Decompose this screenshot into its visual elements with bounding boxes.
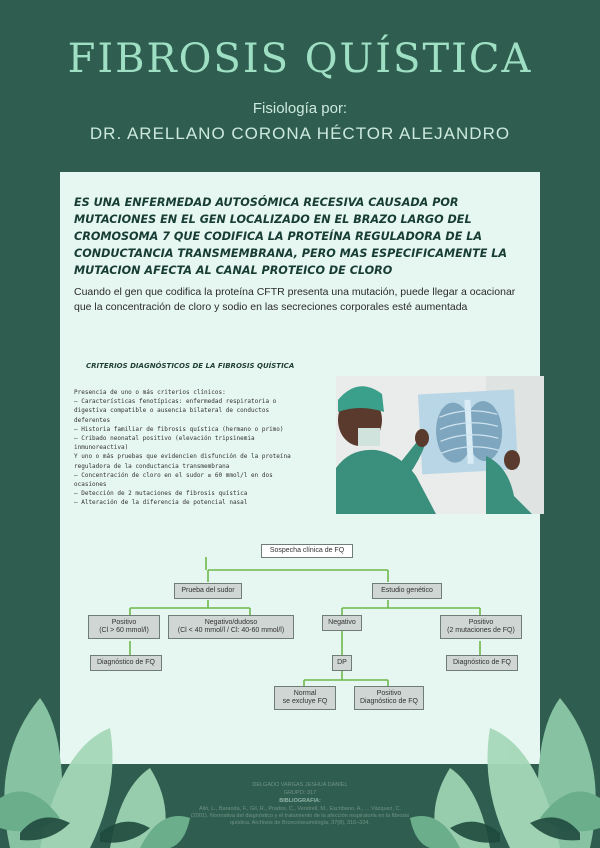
author-name: DR. ARELLANO CORONA HÉCTOR ALEJANDRO [89, 124, 511, 143]
criteria-item: – Detección de 2 mutaciones de fibrosis quística [74, 490, 248, 498]
flow-negative-doubtful-value: (Cl < 40 mmol/l / Cl: 40-60 mmol/l) [177, 627, 285, 634]
flow-normal-label: Normal [293, 690, 317, 697]
criteria-item: – Concentración de cloro en el sudor ≥ 60 mmol/l en dos ocasiones [74, 471, 273, 489]
cftr-paragraph: Cuando el gen que codifica la proteína CFTR presenta una mutación, puede llegar a ocacionar que la concentración de cloro y sodio en las secreciones corporales esté aumentada [74, 286, 516, 313]
flow-negative-doubtful-label: Negativo/dudoso [204, 619, 258, 626]
intro-text: ES UNA ENFERMEDAD AUTOSÓMICA RECESIVA CAUSADA POR MUTACIONES EN EL GEN LOCALIZADO EN EL BRAZO LARGO DEL CROMOSOMA 7 QUE CODIFICA LA PROTEÍNA REGULADORA DE LA CONDUCTANCIA TRANSMEMBRANA, PERO MAS ESPECIFICAMENTE LA MUTACION AFECTA AL CANAL PROTEICO DE CLORO [74, 196, 508, 277]
flow-sweat-test: Prueba del sudor [174, 583, 242, 599]
flow-diagnosis-left: Diagnóstico de FQ [90, 655, 162, 671]
footer-bib-text: Alió, L., Baranda, F., Gil, R., Prados, C., Vendrell, M., Escribano, A., ... Vázquez, C. (2001). Normativa del diagnóstico y el tratamiento de la afección respiratoria en la fibrosis quística. Archivos de Bronconeumología, 37(8), 316–324. [190, 806, 410, 826]
footer-bib-title: BIBLIOGRAFIA: [279, 798, 321, 804]
footer-group: GRUPO: 317 [283, 790, 317, 796]
criteria-item: – Alteración de la diferencia de potencial nasal [74, 499, 248, 507]
doctor-xray-photo [336, 376, 544, 514]
flow-genetic-study: Estudio genético [372, 583, 442, 599]
page-title: FIBROSIS QUÍSTICA [67, 36, 533, 82]
flow-negative-genetic: Negativo [322, 615, 362, 631]
footer-author: DELGADO VARGAS JESHUA DANIEL [252, 782, 348, 788]
criteria-item: – Cribado neonatal positivo (elevación tripsinemia inmunoreactiva) [74, 435, 255, 452]
criteria-item: – Historia familiar de fibrosis quística (hermano o primo) [74, 425, 284, 433]
flow-positive-mut-value: (2 mutaciones de FQ) [447, 627, 515, 634]
flow-positive-label: Positivo [111, 619, 137, 626]
flow-positive-mut-label: Positivo [468, 619, 494, 626]
flow-dp-positive-value: Diagnóstico de FQ [360, 698, 418, 705]
flow-diagnosis-right: Diagnóstico de FQ [446, 655, 518, 671]
criteria-item: Presencia de uno o más criterios clínicos: [74, 389, 226, 396]
flow-normal-value: se excluye FQ [282, 698, 328, 705]
flow-dp: DP [332, 655, 352, 671]
criteria-item: reguladora de la conductancia transmembrana [74, 462, 230, 470]
criteria-title: CRITERIOS DIAGNÓSTICOS DE LA FIBROSIS QUÍSTICA [86, 362, 295, 370]
subtitle: Fisiología por: [252, 100, 348, 117]
flow-root: Sospecha clínica de FQ [261, 544, 353, 558]
criteria-list [74, 388, 304, 508]
criteria-item: Y uno o más pruebas que evidencien disfunción de la proteína [74, 453, 291, 461]
criteria-item: – Características fenotípicas: enfermedad respiratoria o digestiva compatible o ausencia bilateral de conductos deferentes [74, 398, 277, 424]
flow-positive-value: (Cl > 60 mmol/l) [99, 627, 149, 634]
flow-dp-positive-label: Positivo [376, 690, 402, 697]
